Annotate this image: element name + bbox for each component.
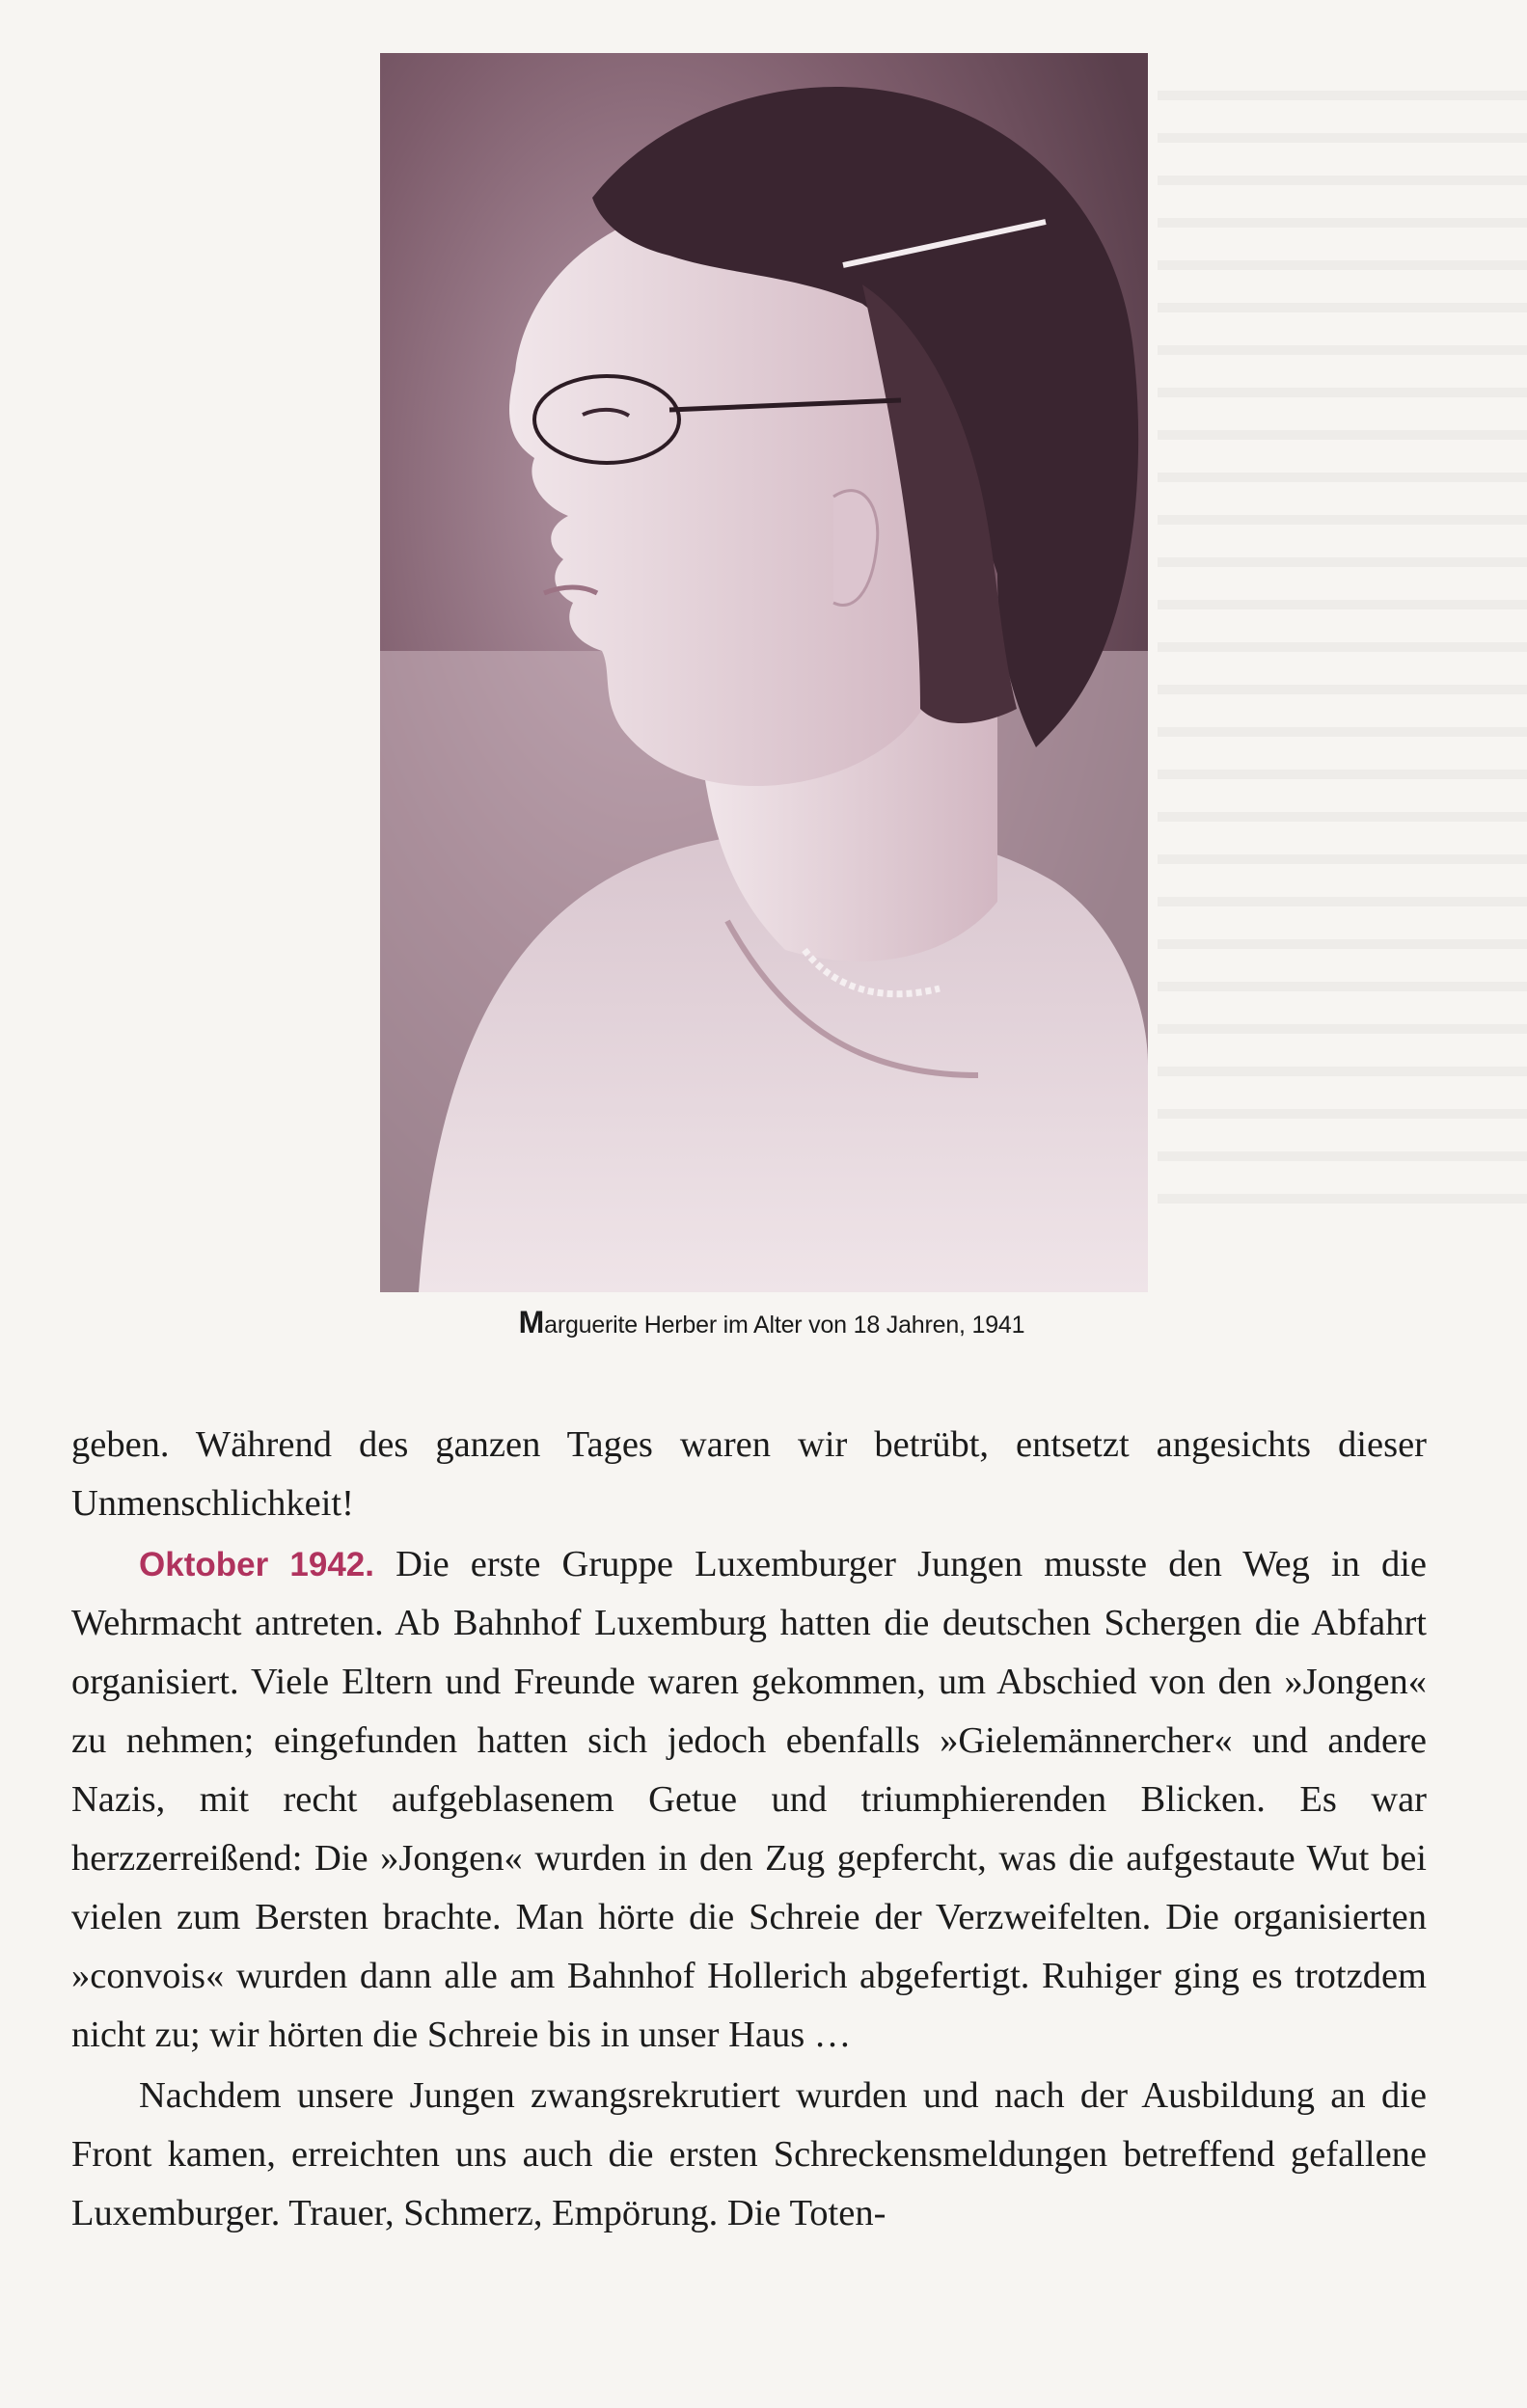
- paragraph-3-text: Nachdem unsere Jungen zwangsrekrutiert wurden und nach der Ausbildung an die Front kamen, erreichten uns auch die ersten Schreckensmeldungen betreffend gefallene Luxemburger. Trauer, Schmerz, Empörung. Die Toten-: [71, 2075, 1427, 2233]
- show-through-text: [1158, 58, 1527, 1215]
- paragraph-2: [71, 1535, 1427, 2065]
- paragraph-1-text: geben. Während des ganzen Tages waren wir betrübt, entsetzt angesichts dieser Unmenschlichkeit!: [71, 1424, 1427, 1524]
- date-heading: Oktober 1942.: [139, 1546, 374, 1583]
- caption-initial: M: [518, 1305, 545, 1339]
- paragraph-2-text: Die erste Gruppe Luxemburger Jungen musste den Weg in die Wehrmacht antreten. Ab Bahnhof Luxemburg hatten die deutschen Schergen die Abfahrt organisiert. Viele Eltern und Freunde waren gekommen, um Abschied von den »Jongen« zu nehmen; eingefunden hatten sich jedoch ebenfalls »Gielemännercher« und andere Nazis, mit recht aufgeblasenem Getue und triumphierenden Blicken. Es war herzzerreißend: Die »Jongen« wurden in den Zug gepfercht, was die aufgestaute Wut bei vielen zum Bersten brachte. Man hörte die Schreie der Verzweifelten. Die organisierten »convois« wurden dann alle am Bahnhof Hollerich abgefertigt. Ruhiger ging es trotzdem nicht zu; wir hörten die Schreie bis in unser Haus …: [71, 1544, 1427, 2055]
- caption-text: arguerite Herber im Alter von 18 Jahren, 1941: [544, 1312, 1025, 1339]
- body-text: [71, 1416, 1427, 2243]
- paragraph-1: [71, 1416, 1427, 1533]
- paragraph-3: [71, 2067, 1427, 2243]
- portrait-photo: [380, 53, 1148, 1292]
- portrait-illustration: [380, 53, 1148, 1292]
- photo-caption: [463, 1305, 1080, 1340]
